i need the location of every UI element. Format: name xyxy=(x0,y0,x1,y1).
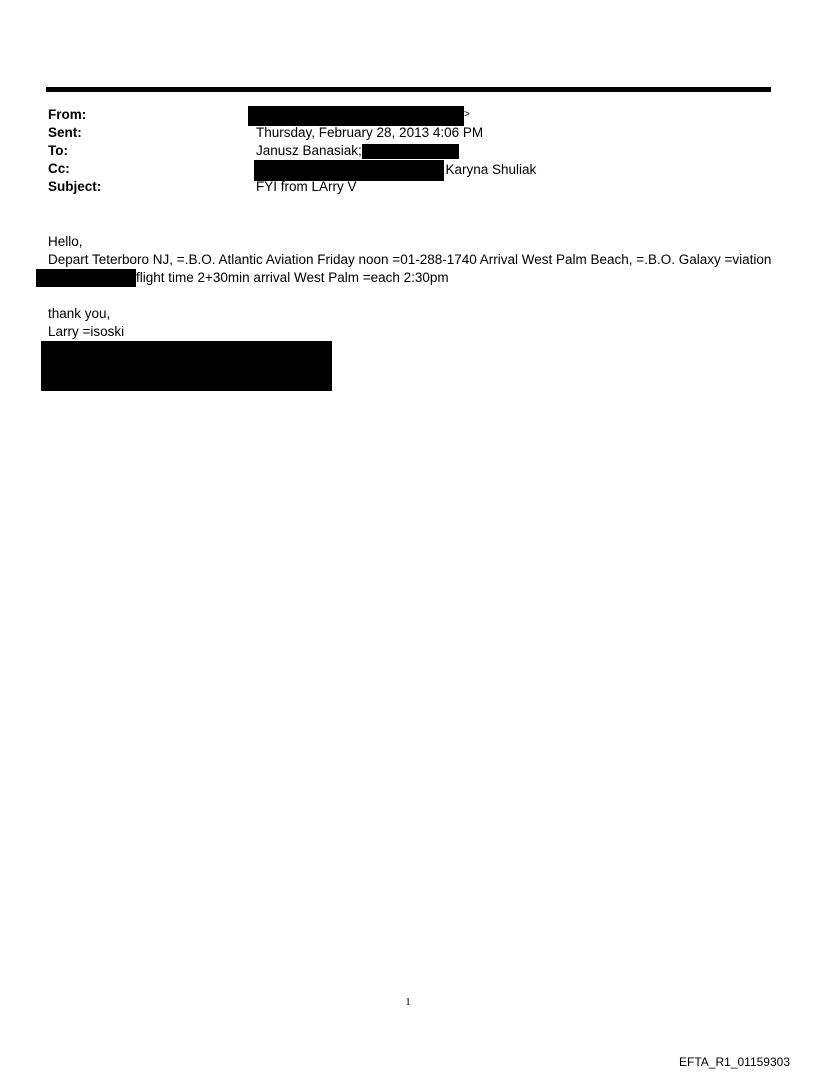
body-redaction xyxy=(36,269,136,287)
email-header xyxy=(48,106,768,196)
to-value xyxy=(256,142,459,160)
itinerary-line-2 xyxy=(36,269,778,287)
cc-row xyxy=(48,160,768,178)
to-recipient: Janusz Banasiak; xyxy=(256,143,362,158)
cc-recipient: ; Karyna Shuliak xyxy=(438,162,537,178)
paragraph-gap xyxy=(48,287,778,305)
sent-value: Thursday, February 28, 2013 4:06 PM xyxy=(256,125,484,140)
signature-redaction xyxy=(41,341,332,391)
cc-label: Cc: xyxy=(48,161,70,176)
sent-label: Sent: xyxy=(48,125,82,140)
email-body xyxy=(48,233,778,341)
from-value-suffix: > xyxy=(464,109,470,120)
from-redaction xyxy=(248,106,464,126)
itinerary-line-1: Depart Teterboro NJ, =.B.O. Atlantic Aviation Friday noon =01-288-1740 Arrival West Palm Beach, =.B.O. Galaxy =viation xyxy=(48,252,772,267)
to-label: To: xyxy=(48,143,68,158)
document-id: EFTA_R1_01159303 xyxy=(679,1055,790,1069)
to-redaction xyxy=(362,144,459,159)
subject-label: Subject: xyxy=(48,179,102,194)
from-row xyxy=(48,106,768,124)
subject-row xyxy=(48,178,768,196)
from-value xyxy=(256,106,470,126)
to-row xyxy=(48,142,768,160)
itinerary-line-2-text: flight time 2+30min arrival West Palm =each 2:30pm xyxy=(136,270,449,285)
page-number: 1 xyxy=(405,996,411,1008)
greeting: Hello, xyxy=(48,234,83,249)
sent-row xyxy=(48,124,768,142)
from-label: From: xyxy=(48,107,87,122)
signature-name: Larry =isoski xyxy=(48,324,125,339)
closing: thank you, xyxy=(48,306,111,321)
subject-value: FYI from LArry V xyxy=(256,179,357,194)
header-rule xyxy=(46,87,771,92)
